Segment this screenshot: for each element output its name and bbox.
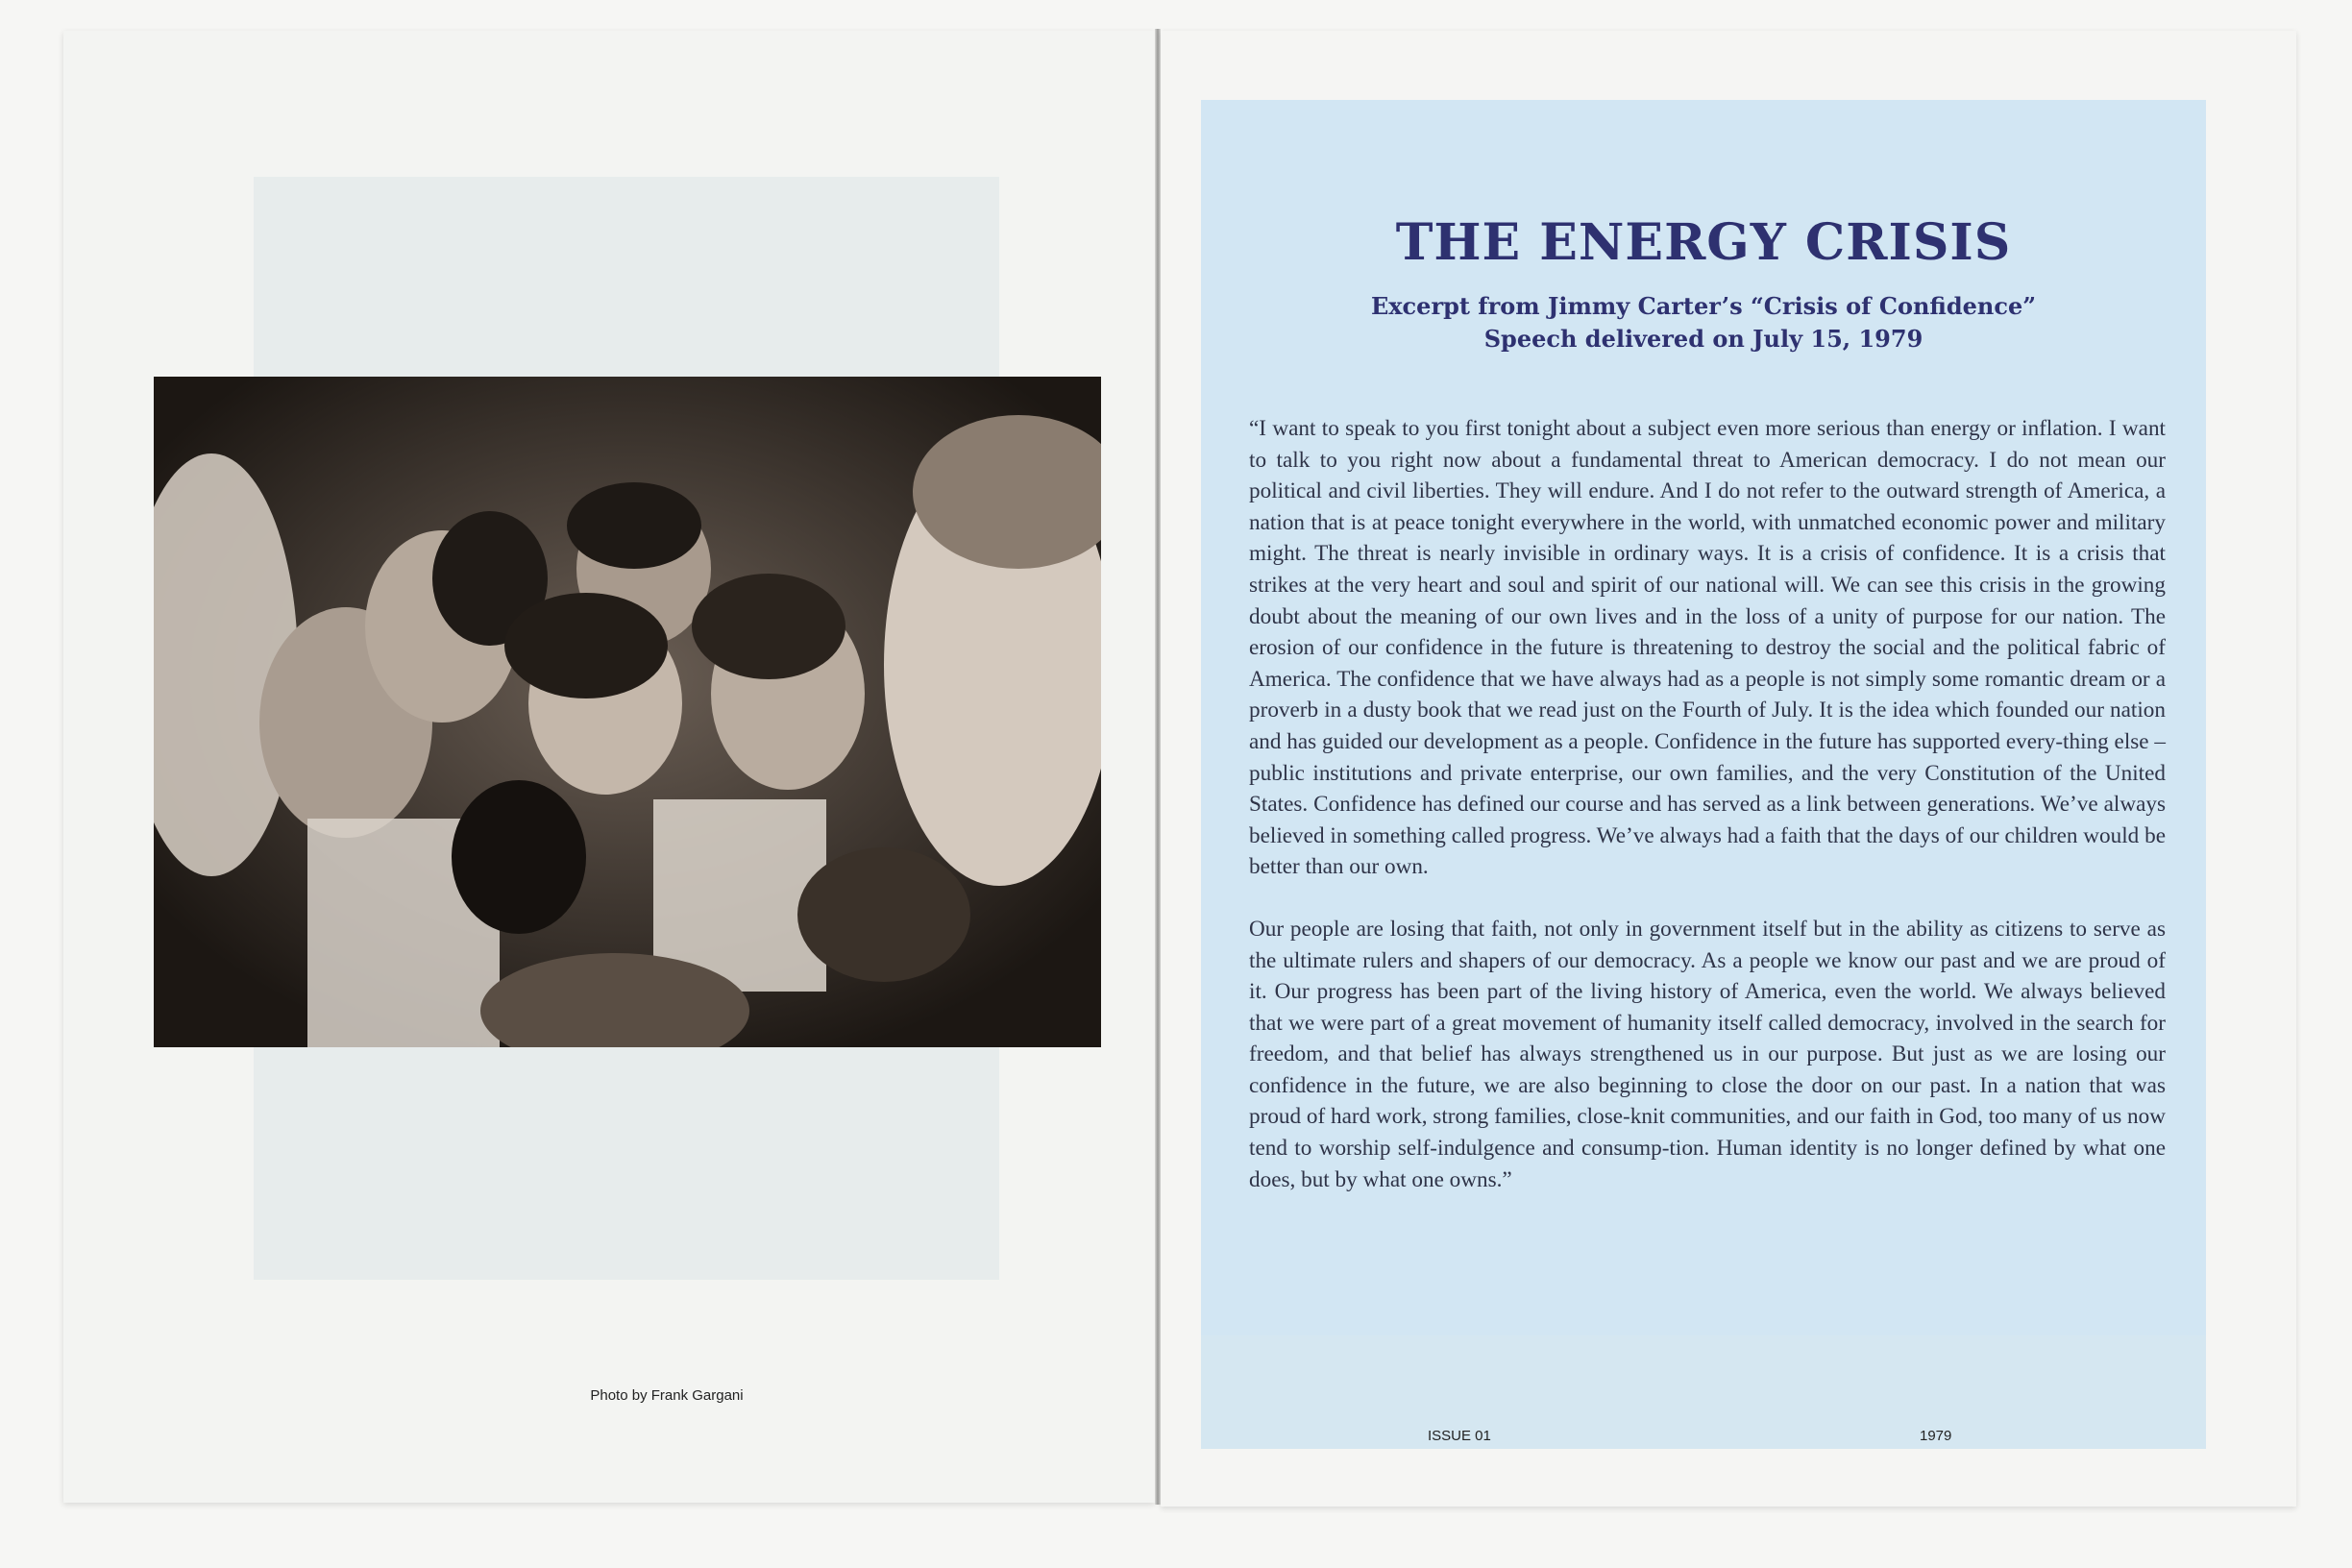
speech-paragraph-1: “I want to speak to you first tonight about a subject even more serious than energy or inflation. I want to talk to you right now about a fundamental threat to American democracy. I do not mean our political and civil liberties. They will endure. And I do not refer to the outward strength of America, a nation that is at peace tonight everywhere in the world, with unmatched economic power and military might. The threat is nearly invisible in ordinary ways. It is a crisis of confidence. It is a crisis that strikes at the very heart and soul and spirit of our national will. We can see this crisis in the growing doubt about the meaning of our own lives and in the loss of a unity of purpose for our nation. The erosion of our confidence in the future is threatening to destroy the social and the political fabric of America. The confidence that we have always had as a people is not simply some romantic dream or a proverb in a dusty book that we read just on the Fourth of July. It is the idea which founded our nation and has guided our development as a people. Confidence in the future has supported every-thing else – public institutions and private enterprise, our own families, and the very Constitution of the United States. Confidence has defined our course and has served as a link between generations. We’ve always believed in something called progress. We’ve always had a faith that the days of our children would be better than our own. <box>1249 416 2166 880</box>
speech-excerpt <box>1249 413 2166 1226</box>
speech-paragraph-2: Our people are losing that faith, not only in government itself but in the ability as citizens to serve as the ultimate rulers and shapers of our democracy. As a people we know our past and we are proud of it. Our progress has been part of the living history of America, even the world. We always believed that we were part of a great movement of humanity itself called democracy, involved in the search for freedom, and that belief has always strengthened us in our purpose. But just as we are losing our confidence in the future, we are also beginning to close the door on our past. In a nation that was proud of hard work, strong families, close-knit communities, and our faith in God, too many of us now tend to worship self-indulgence and consump-tion. Human identity is no longer defined by what one does, but by what one owns.” <box>1249 916 2166 1192</box>
crowd-photo-image <box>154 377 1101 1047</box>
page-title: THE ENERGY CRISIS <box>1395 213 2012 272</box>
crowd-photo <box>154 377 1101 1047</box>
right-page <box>1161 31 2296 1507</box>
subtitle-line-1: Excerpt from Jimmy Carter’s “Crisis of Confidence” <box>1370 292 2037 320</box>
subtitle-line-2: Speech delivered on July 15, 1979 <box>1483 325 1923 353</box>
photo-credit: Photo by Frank Gargani <box>590 1387 744 1404</box>
panel-bottom-band <box>1201 1335 2206 1449</box>
footer-issue: ISSUE 01 <box>1428 1428 1491 1444</box>
left-page <box>63 31 1155 1503</box>
footer-year: 1979 <box>1920 1428 1952 1444</box>
blue-text-panel <box>1201 100 2206 1449</box>
